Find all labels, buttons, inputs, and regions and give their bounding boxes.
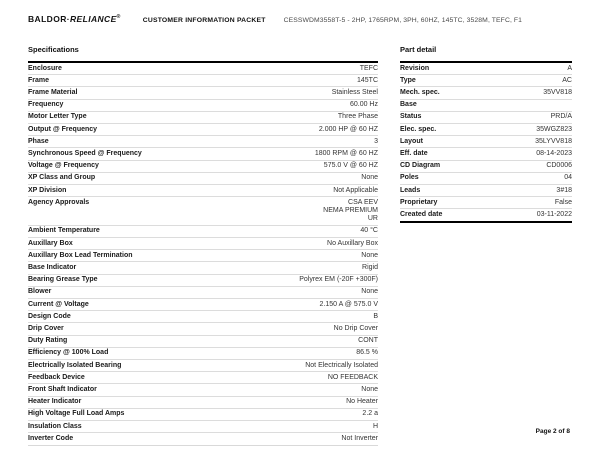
row-value: None — [361, 385, 378, 393]
row-value: Not Applicable — [333, 186, 378, 194]
table-row — [28, 249, 378, 261]
row-label: Leads — [400, 186, 421, 194]
row-label: Elec. spec. — [400, 125, 437, 133]
row-value: 35LYVV818 — [535, 137, 572, 145]
brand-separator: · — [66, 14, 70, 24]
table-row — [400, 74, 572, 86]
table-row — [400, 196, 572, 208]
row-label: Base Indicator — [28, 263, 77, 271]
row-value: Not Inverter — [341, 434, 378, 442]
table-row — [400, 99, 572, 111]
row-value: Rigid — [362, 263, 378, 271]
table-row — [400, 111, 572, 123]
row-label: Proprietary — [400, 198, 438, 206]
row-value: 2.000 HP @ 60 HZ — [318, 125, 378, 133]
table-row — [28, 111, 378, 123]
table-row — [400, 147, 572, 159]
table-row — [28, 371, 378, 383]
table-row — [28, 135, 378, 147]
row-value: A — [567, 64, 572, 72]
table-row — [28, 99, 378, 111]
row-value: 35WGZ823 — [536, 125, 572, 133]
row-value: 40 °C — [360, 227, 378, 235]
table-row — [400, 184, 572, 196]
row-value: 2.150 A @ 575.0 V — [319, 300, 378, 308]
page-header — [28, 14, 588, 24]
row-label: Agency Approvals — [28, 198, 90, 206]
table-row — [28, 74, 378, 86]
row-value: Polyrex EM (-20F +300F) — [299, 276, 378, 284]
row-label: Frame Material — [28, 88, 78, 96]
table-row — [28, 359, 378, 371]
row-value: 86.5 % — [356, 349, 378, 357]
row-value: CONT — [358, 337, 378, 345]
table-row — [28, 396, 378, 408]
row-label: Electrically Isolated Bearing — [28, 361, 122, 369]
row-label: Mech. spec. — [400, 88, 440, 96]
row-value: None — [361, 288, 378, 296]
row-label: Synchronous Speed @ Frequency — [28, 149, 142, 157]
row-value: No Auxillary Box — [327, 239, 378, 247]
table-row — [28, 86, 378, 98]
row-value: No Drip Cover — [333, 324, 378, 332]
table-row — [400, 172, 572, 184]
table-row — [400, 123, 572, 135]
row-label: Design Code — [28, 312, 71, 320]
row-label: Efficiency @ 100% Load — [28, 349, 109, 357]
row-value: 3#18 — [556, 186, 572, 194]
row-label: Voltage @ Frequency — [28, 162, 99, 170]
product-code: CESSWDM3558T-5 - 2HP, 1765RPM, 3PH, 60HZ, 145TC, 3528M, TEFC, F1 — [283, 17, 523, 24]
table-row — [28, 298, 378, 310]
table-row — [28, 237, 378, 249]
row-value: False — [554, 198, 572, 206]
table-row — [28, 123, 378, 135]
row-value: CD0006 — [546, 162, 572, 170]
row-label: XP Division — [28, 186, 67, 194]
row-label: Motor Letter Type — [28, 113, 87, 121]
table-row — [28, 335, 378, 347]
table-row — [400, 160, 572, 172]
baldor-reliance-logo — [28, 14, 121, 24]
row-label: Status — [400, 113, 422, 121]
table-row — [28, 408, 378, 420]
row-label: Enclosure — [28, 64, 62, 72]
row-value: Not Electrically Isolated — [305, 361, 378, 369]
table-row — [28, 261, 378, 273]
row-value: 3 — [374, 137, 378, 145]
specifications-table — [28, 61, 378, 446]
row-value: None — [361, 251, 378, 259]
row-label: Auxillary Box Lead Termination — [28, 251, 133, 259]
row-label: Heater Indicator — [28, 398, 82, 406]
row-label: Feedback Device — [28, 373, 85, 381]
row-label: Output @ Frequency — [28, 125, 98, 133]
row-label: Layout — [400, 137, 423, 145]
row-value: B — [373, 312, 378, 320]
table-row — [28, 160, 378, 172]
specifications-section-title: Specifications — [28, 45, 79, 54]
row-value: 1800 RPM @ 60 HZ — [314, 149, 378, 157]
table-row — [28, 432, 378, 444]
page-number: Page 2 of 8 — [535, 428, 570, 435]
table-row — [28, 310, 378, 322]
row-label: Drip Cover — [28, 324, 64, 332]
brand-baldor: BALDOR — [28, 14, 67, 24]
table-row — [400, 63, 572, 74]
document-title: CUSTOMER INFORMATION PACKET — [142, 17, 266, 24]
row-value: CSA EEV NEMA PREMIUM UR — [323, 198, 378, 223]
table-row — [28, 225, 378, 237]
row-label: Inverter Code — [28, 434, 74, 442]
row-label: Phase — [28, 137, 49, 145]
table-row — [28, 184, 378, 196]
table-row — [28, 196, 378, 225]
row-value: 35VV818 — [543, 88, 572, 96]
row-value: 04 — [564, 174, 572, 182]
row-value: AC — [562, 76, 572, 84]
table-row — [28, 420, 378, 432]
table-row — [28, 274, 378, 286]
row-value: Stainless Steel — [331, 88, 378, 96]
table-row — [28, 322, 378, 334]
row-label: Poles — [400, 174, 419, 182]
row-label: Ambient Temperature — [28, 227, 100, 235]
table-row — [400, 135, 572, 147]
row-value: No Heater — [346, 398, 378, 406]
row-value: TEFC — [359, 64, 378, 72]
row-label: Front Shaft Indicator — [28, 385, 97, 393]
row-value: 08-14-2023 — [536, 149, 572, 157]
row-value: NO FEEDBACK — [327, 373, 378, 381]
row-label: Base — [400, 101, 417, 109]
part-detail-table — [400, 61, 572, 223]
row-value: 2.2 a — [362, 410, 378, 418]
table-row — [400, 208, 572, 220]
row-label: XP Class and Group — [28, 174, 96, 182]
row-label: Created date — [400, 210, 443, 218]
row-value: PRD/A — [550, 113, 572, 121]
registered-trademark-icon: ® — [116, 14, 121, 21]
row-label: Eff. date — [400, 149, 428, 157]
row-value: 60.00 Hz — [349, 101, 378, 109]
row-label: Duty Rating — [28, 337, 68, 345]
row-label: Frequency — [28, 101, 64, 109]
row-value: 145TC — [356, 76, 378, 84]
row-label: Revision — [400, 64, 430, 72]
row-label: Type — [400, 76, 416, 84]
row-label: Frame — [28, 76, 50, 84]
table-row — [28, 147, 378, 159]
row-value: 575.0 V @ 60 HZ — [323, 162, 378, 170]
row-label: Insulation Class — [28, 422, 82, 430]
row-label: Blower — [28, 288, 52, 296]
table-row — [400, 86, 572, 98]
table-row — [28, 286, 378, 298]
brand-reliance: RELIANCE — [70, 14, 117, 24]
table-row — [28, 172, 378, 184]
table-row — [28, 383, 378, 395]
table-row — [28, 63, 378, 74]
part-detail-section-title: Part detail — [400, 45, 437, 54]
row-label: CD Diagram — [400, 162, 441, 170]
table-row — [28, 347, 378, 359]
row-label: Auxillary Box — [28, 239, 73, 247]
row-value: 03-11-2022 — [536, 210, 572, 218]
row-value: H — [372, 422, 378, 430]
row-value: None — [361, 174, 378, 182]
row-label: Current @ Voltage — [28, 300, 89, 308]
row-label: High Voltage Full Load Amps — [28, 410, 125, 418]
row-label: Bearing Grease Type — [28, 276, 98, 284]
row-value: Three Phase — [337, 113, 378, 121]
